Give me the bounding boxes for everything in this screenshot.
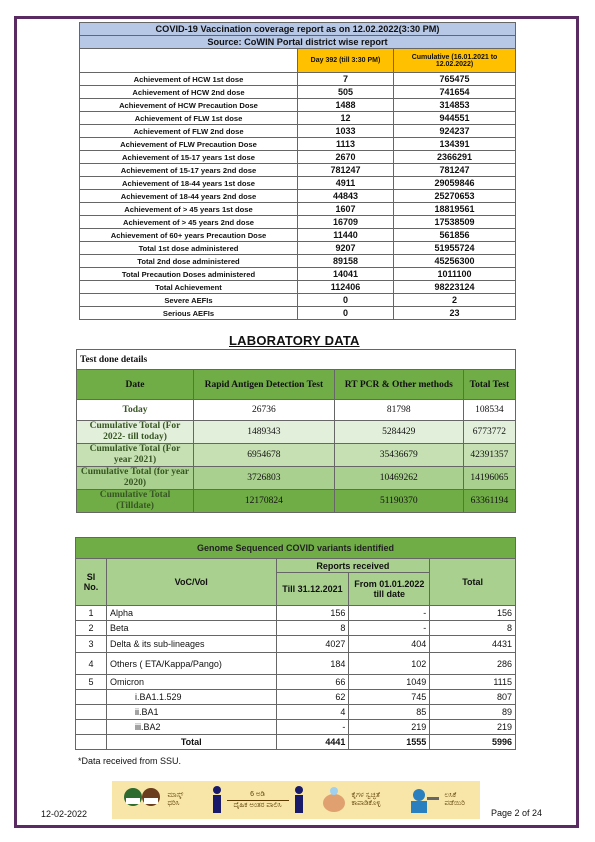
vaccination-cell-day: 1113 <box>298 138 394 151</box>
vaccination-cell-label: Achievement of FLW 2nd dose <box>80 125 298 138</box>
genome-cell-till: 156 <box>276 606 349 621</box>
vaccination-cell-day: 44843 <box>298 190 394 203</box>
lab-cell-rtpcr: 51190370 <box>334 490 463 513</box>
genome-cell-sl: 2 <box>76 621 107 636</box>
vaccination-cell-cum: 51955724 <box>394 242 516 255</box>
lab-header-total: Total Test <box>463 370 515 400</box>
vaccination-cell-cum: 18819561 <box>394 203 516 216</box>
vaccination-cell-day: 112406 <box>298 281 394 294</box>
vaccination-cell-day: 4911 <box>298 177 394 190</box>
genome-header-sl: Sl No. <box>76 559 107 606</box>
masked-faces-icon <box>120 785 164 815</box>
genome-cell-till: 4 <box>276 705 349 720</box>
genome-cell-name: ii.BA1 <box>106 705 276 720</box>
genome-cell-name: i.BA1.1.529 <box>106 690 276 705</box>
vaccination-cell-cum: 314853 <box>394 99 516 112</box>
vaccination-source: Source: CoWIN Portal district wise report <box>80 36 516 49</box>
vaccination-row <box>80 242 516 255</box>
vaccination-cell-cum: 98223124 <box>394 281 516 294</box>
genome-cell-name: Delta & its sub-lineages <box>106 636 276 653</box>
genome-row <box>76 606 516 621</box>
handwash-block <box>320 785 392 815</box>
vaccination-row <box>80 138 516 151</box>
genome-cell-total: 286 <box>430 653 516 675</box>
genome-cell-till: 62 <box>276 690 349 705</box>
vaccination-cell-day: 1488 <box>298 99 394 112</box>
vaccination-cell-cum: 2366291 <box>394 151 516 164</box>
vaccination-icon <box>407 785 441 815</box>
genome-cell-total: 8 <box>430 621 516 636</box>
distance-block <box>211 785 305 815</box>
genome-header-voc: VoC/VoI <box>106 559 276 606</box>
vaccination-row <box>80 307 516 320</box>
vaccination-cell-label: Total Achievement <box>80 281 298 294</box>
lab-cell-rat: 6954678 <box>194 444 335 467</box>
vaccination-cell-label: Achievement of FLW 1st dose <box>80 112 298 125</box>
vaccination-cell-label: Achievement of FLW Precaution Dose <box>80 138 298 151</box>
covid-appropriate-behaviour-banner <box>112 781 480 819</box>
vaccination-cell-cum: 25270653 <box>394 190 516 203</box>
vaccination-cell-label: Achievement of HCW 1st dose <box>80 73 298 86</box>
data-note: *Data received from SSU. <box>78 756 182 766</box>
genome-cell-sl <box>76 705 107 720</box>
mask-block <box>120 785 196 815</box>
genome-row <box>76 653 516 675</box>
vaccination-cell-day: 2670 <box>298 151 394 164</box>
genome-total-total: 5996 <box>430 735 516 750</box>
vaccination-cumulative-header: Cumulative (16.01.2021 to 12.02.2022) <box>394 49 516 73</box>
distance-text: ದೈಹಿಕ ಅಂತರ ಪಾಲಿಸಿ <box>233 801 282 809</box>
vaccination-row <box>80 151 516 164</box>
vaccination-row <box>80 281 516 294</box>
genome-cell-till: - <box>276 720 349 735</box>
vaccination-cell-label: Achievement of > 45 years 2nd dose <box>80 216 298 229</box>
genome-cell-name: Alpha <box>106 606 276 621</box>
lab-cell-total: 14196065 <box>463 467 515 490</box>
vaccination-row <box>80 177 516 190</box>
vaccination-cell-label: Achievement of HCW 2nd dose <box>80 86 298 99</box>
vaccination-cell-day: 0 <box>298 307 394 320</box>
genome-cell-total: 4431 <box>430 636 516 653</box>
vaccination-row <box>80 216 516 229</box>
vaccination-cell-label: Achievement of 60+ years Precaution Dose <box>80 229 298 242</box>
vaccination-cell-cum: 944551 <box>394 112 516 125</box>
genome-row <box>76 621 516 636</box>
lab-caption: Test done details <box>77 350 516 370</box>
genome-cell-from: 1049 <box>349 675 430 690</box>
genome-header-reports: Reports received <box>276 559 430 573</box>
genome-cell-total: 1115 <box>430 675 516 690</box>
vaccination-cell-cum: 2 <box>394 294 516 307</box>
vaccination-cell-day: 505 <box>298 86 394 99</box>
vaccination-cell-day: 11440 <box>298 229 394 242</box>
lab-cell-rat: 3726803 <box>194 467 335 490</box>
lab-table <box>76 349 516 513</box>
vaccination-row <box>80 73 516 86</box>
genome-title: Genome Sequenced COVID variants identified <box>76 538 516 559</box>
genome-cell-till: 8 <box>276 621 349 636</box>
genome-total-from: 1555 <box>349 735 430 750</box>
vaccination-cell-label: Achievement of HCW Precaution Dose <box>80 99 298 112</box>
vaccination-cell-cum: 134391 <box>394 138 516 151</box>
genome-cell-sl <box>76 720 107 735</box>
vaccine-block <box>407 785 473 815</box>
genome-cell-total: 156 <box>430 606 516 621</box>
vaccination-row <box>80 86 516 99</box>
vaccination-cell-day: 9207 <box>298 242 394 255</box>
vaccination-row <box>80 190 516 203</box>
lab-cell-label: Cumulative Total (for year 2020) <box>77 467 194 490</box>
vaccination-cell-day: 14041 <box>298 268 394 281</box>
genome-total-label: Total <box>106 735 276 750</box>
lab-header-rtpcr: RT PCR & Other methods <box>334 370 463 400</box>
vaccine-text: ಲಸಿಕೆ ಪಡೆಯಿರಿ <box>444 792 465 807</box>
lab-row <box>77 400 516 421</box>
vaccination-cell-cum: 17538509 <box>394 216 516 229</box>
lab-cell-label: Today <box>77 400 194 421</box>
vaccination-row <box>80 229 516 242</box>
genome-total-blank <box>76 735 107 750</box>
lab-cell-total: 108534 <box>463 400 515 421</box>
vaccination-cell-label: Severe AEFIs <box>80 294 298 307</box>
vaccination-cell-day: 0 <box>298 294 394 307</box>
vaccination-row <box>80 99 516 112</box>
lab-cell-rtpcr: 10469262 <box>334 467 463 490</box>
vaccination-cell-label: Total 1st dose administered <box>80 242 298 255</box>
footer-date: 12-02-2022 <box>41 809 88 819</box>
lab-row <box>77 467 516 490</box>
genome-cell-name: Beta <box>106 621 276 636</box>
genome-cell-from: - <box>349 621 430 636</box>
vaccination-cell-label: Achievement of 15-17 years 2nd dose <box>80 164 298 177</box>
vaccination-cell-cum: 561856 <box>394 229 516 242</box>
genome-cell-from: 745 <box>349 690 430 705</box>
genome-cell-name: Others ( ETA/Kappa/Pango) <box>106 653 276 675</box>
genome-cell-total: 807 <box>430 690 516 705</box>
genome-cell-name: iii.BA2 <box>106 720 276 735</box>
vaccination-row <box>80 268 516 281</box>
vaccination-row <box>80 203 516 216</box>
handwash-icon <box>320 785 348 815</box>
lab-header-date: Date <box>77 370 194 400</box>
lab-cell-rat: 12170824 <box>194 490 335 513</box>
genome-header-total: Total <box>430 559 516 606</box>
vaccination-cell-day: 781247 <box>298 164 394 177</box>
vaccination-cell-day: 1033 <box>298 125 394 138</box>
genome-row <box>76 675 516 690</box>
genome-cell-sl: 4 <box>76 653 107 675</box>
genome-cell-from: 404 <box>349 636 430 653</box>
lab-cell-total: 6773772 <box>463 421 515 444</box>
vaccination-cell-day: 12 <box>298 112 394 125</box>
lab-row <box>77 490 516 513</box>
lab-cell-rat: 26736 <box>194 400 335 421</box>
distance-feet: 6 ಅಡಿ <box>250 790 265 798</box>
vaccination-row <box>80 164 516 177</box>
vaccination-cell-cum: 765475 <box>394 73 516 86</box>
vaccination-cell-cum: 23 <box>394 307 516 320</box>
lab-cell-rtpcr: 35436679 <box>334 444 463 467</box>
genome-cell-from: 219 <box>349 720 430 735</box>
vaccination-cell-cum: 741654 <box>394 86 516 99</box>
lab-cell-label: Cumulative Total (Tilldate) <box>77 490 194 513</box>
genome-cell-sl <box>76 690 107 705</box>
vaccination-cell-day: 16709 <box>298 216 394 229</box>
vaccination-row <box>80 255 516 268</box>
genome-cell-from: 85 <box>349 705 430 720</box>
lab-cell-rat: 1489343 <box>194 421 335 444</box>
lab-cell-rtpcr: 81798 <box>334 400 463 421</box>
lab-cell-total: 42391357 <box>463 444 515 467</box>
page-number: Page 2 of 24 <box>491 808 543 818</box>
genome-header-from: From 01.01.2022 till date <box>349 573 430 606</box>
lab-cell-label: Cumulative Total (For year 2021) <box>77 444 194 467</box>
genome-cell-till: 66 <box>276 675 349 690</box>
vaccination-cell-day: 1607 <box>298 203 394 216</box>
lab-cell-rtpcr: 5284429 <box>334 421 463 444</box>
genome-cell-till: 184 <box>276 653 349 675</box>
vaccination-cell-label: Total Precaution Doses administered <box>80 268 298 281</box>
vaccination-row <box>80 294 516 307</box>
vaccination-row <box>80 125 516 138</box>
genome-row <box>76 705 516 720</box>
genome-table <box>75 537 516 750</box>
lab-header-rat: Rapid Antigen Detection Test <box>194 370 335 400</box>
genome-cell-from: 102 <box>349 653 430 675</box>
vaccination-blank-header <box>80 49 298 73</box>
genome-row <box>76 690 516 705</box>
vaccination-cell-cum: 45256300 <box>394 255 516 268</box>
vaccination-cell-label: Achievement of 18-44 years 1st dose <box>80 177 298 190</box>
lab-cell-label: Cumulative Total (For 2022- till today) <box>77 421 194 444</box>
lab-row <box>77 421 516 444</box>
vaccination-cell-label: Achievement of 15-17 years 1st dose <box>80 151 298 164</box>
genome-cell-sl: 5 <box>76 675 107 690</box>
genome-total-till: 4441 <box>276 735 349 750</box>
mask-text: ಮಾಸ್ಕ್ ಧರಿಸಿ <box>167 792 184 807</box>
vaccination-table <box>79 22 516 320</box>
vaccination-day-header: Day 392 (till 3:30 PM) <box>298 49 394 73</box>
vaccination-title: COVID-19 Vaccination coverage report as on 12.02.2022(3:30 PM) <box>80 23 516 36</box>
vaccination-cell-day: 89158 <box>298 255 394 268</box>
lab-cell-total: 63361194 <box>463 490 515 513</box>
vaccination-cell-label: Total 2nd dose administered <box>80 255 298 268</box>
vaccination-cell-label: Achievement of 18-44 years 2nd dose <box>80 190 298 203</box>
vaccination-row <box>80 112 516 125</box>
vaccination-cell-cum: 924237 <box>394 125 516 138</box>
person-icon <box>211 785 223 815</box>
genome-cell-sl: 3 <box>76 636 107 653</box>
handwash-text: ಕೈಗಳ ಸ್ವಚ್ಛತೆ ಕಾಪಾಡಿಕೊಳ್ಳಿ <box>351 792 381 807</box>
vaccination-cell-cum: 1011100 <box>394 268 516 281</box>
genome-header-till: Till 31.12.2021 <box>276 573 349 606</box>
genome-cell-total: 89 <box>430 705 516 720</box>
genome-row <box>76 636 516 653</box>
vaccination-cell-day: 7 <box>298 73 394 86</box>
vaccination-cell-label: Achievement of > 45 years 1st dose <box>80 203 298 216</box>
genome-row <box>76 720 516 735</box>
genome-cell-name: Omicron <box>106 675 276 690</box>
lab-title: LABORATORY DATA <box>229 333 360 348</box>
genome-cell-sl: 1 <box>76 606 107 621</box>
vaccination-cell-label: Serious AEFIs <box>80 307 298 320</box>
genome-cell-from: - <box>349 606 430 621</box>
person-icon <box>293 785 305 815</box>
vaccination-cell-cum: 781247 <box>394 164 516 177</box>
genome-cell-till: 4027 <box>276 636 349 653</box>
genome-cell-total: 219 <box>430 720 516 735</box>
vaccination-cell-cum: 29059846 <box>394 177 516 190</box>
lab-row <box>77 444 516 467</box>
